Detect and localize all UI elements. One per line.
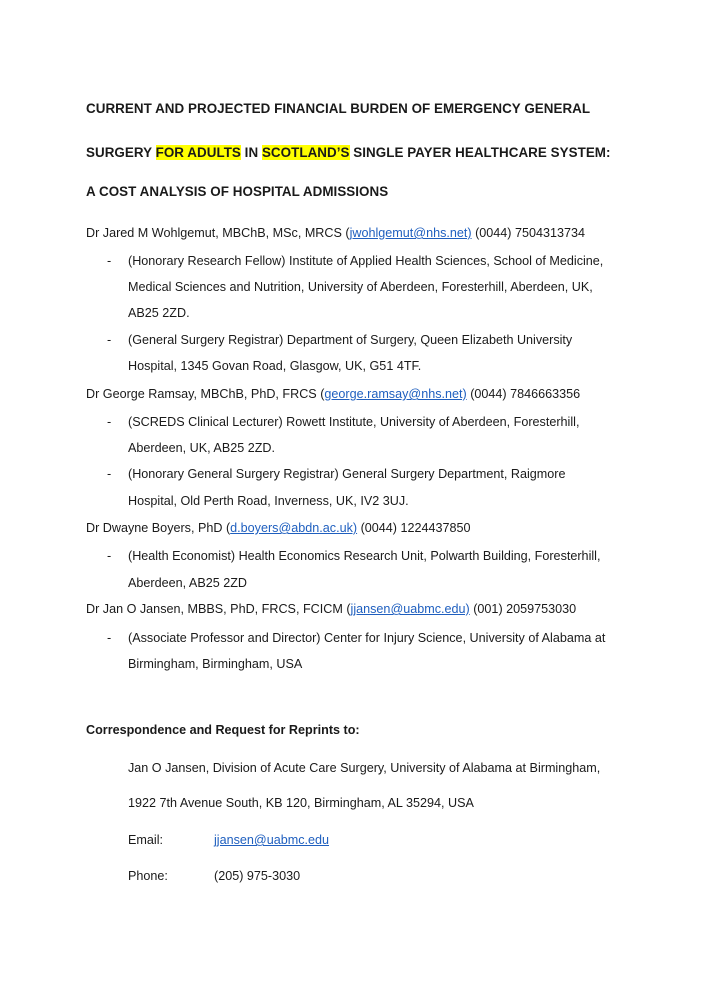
bullet-dash: - — [107, 549, 112, 563]
author-4 — [86, 602, 576, 616]
bullet-dash: - — [107, 467, 112, 481]
author-phone: (0044) 7504313734 — [471, 226, 586, 240]
highlighted-text: FOR ADULTS — [155, 145, 241, 160]
author-1 — [86, 226, 585, 240]
title-text: IN — [240, 145, 262, 160]
author-email-link[interactable]: d.boyers@abdn.ac.uk) — [230, 521, 358, 535]
author-phone: (0044) 7846663356 — [466, 387, 581, 401]
bullet-dash: - — [107, 254, 112, 268]
affiliation-line: AB25 2ZD. — [128, 306, 190, 320]
correspondence-heading: Correspondence and Request for Reprints to: — [86, 723, 360, 737]
title-text: SURGERY — [86, 145, 156, 160]
author-email-link[interactable]: jwohlgemut@nhs.net) — [349, 226, 472, 240]
affiliation-line: Birmingham, Birmingham, USA — [128, 657, 303, 671]
author-email-link[interactable]: jjansen@uabmc.edu) — [350, 602, 470, 616]
affiliation-line: Aberdeen, UK, AB25 2ZD. — [128, 441, 276, 455]
author-name: Dr Jan O Jansen, MBBS, PhD, FRCS, FCICM ( — [86, 602, 351, 616]
author-name: Dr George Ramsay, MBChB, PhD, FRCS ( — [86, 387, 325, 401]
correspondence-line: 1922 7th Avenue South, KB 120, Birmingham, AL 35294, USA — [128, 796, 474, 810]
highlighted-text: SCOTLAND’S — [261, 145, 350, 160]
affiliation-line: Aberdeen, AB25 2ZD — [128, 576, 248, 590]
title-line-1: CURRENT AND PROJECTED FINANCIAL BURDEN OF EMERGENCY GENERAL — [86, 101, 591, 116]
title-text: SINGLE PAYER HEALTHCARE SYSTEM: — [349, 145, 611, 160]
title-line-3: A COST ANALYSIS OF HOSPITAL ADMISSIONS — [86, 184, 389, 199]
author-name: Dr Dwayne Boyers, PhD ( — [86, 521, 231, 535]
affiliation-line: Hospital, 1345 Govan Road, Glasgow, UK, G51 4TF. — [128, 359, 422, 373]
affiliation-line: Medical Sciences and Nutrition, University of Aberdeen, Foresterhill, Aberdeen, UK, — [128, 280, 593, 294]
bullet-dash: - — [107, 631, 112, 645]
correspondence-email-link[interactable]: jjansen@uabmc.edu — [214, 833, 330, 847]
affiliation-line: (SCREDS Clinical Lecturer) Rowett Institute, University of Aberdeen, Foresterhill, — [128, 415, 580, 429]
affiliation-line: (Honorary General Surgery Registrar) General Surgery Department, Raigmore — [128, 467, 566, 481]
correspondence-line: Jan O Jansen, Division of Acute Care Surgery, University of Alabama at Birmingham, — [128, 761, 601, 775]
title-line-2 — [86, 145, 611, 160]
phone-label: Phone: — [128, 869, 168, 883]
correspondence-phone: (205) 975-3030 — [214, 869, 301, 883]
affiliation-line: Hospital, Old Perth Road, Inverness, UK, IV2 3UJ. — [128, 494, 409, 508]
author-2 — [86, 387, 580, 401]
bullet-dash: - — [107, 333, 112, 347]
author-phone: (0044) 1224437850 — [357, 521, 471, 535]
affiliation-line: (General Surgery Registrar) Department of Surgery, Queen Elizabeth University — [128, 333, 573, 347]
bullet-dash: - — [107, 415, 112, 429]
author-name: Dr Jared M Wohlgemut, MBChB, MSc, MRCS ( — [86, 226, 350, 240]
affiliation-line: (Honorary Research Fellow) Institute of Applied Health Sciences, School of Medicine, — [128, 254, 604, 268]
affiliation-line: (Associate Professor and Director) Center for Injury Science, University of Alabama at — [128, 631, 606, 645]
email-label: Email: — [128, 833, 163, 847]
author-email-link[interactable]: george.ramsay@nhs.net) — [324, 387, 467, 401]
author-phone: (001) 2059753030 — [469, 602, 577, 616]
author-3 — [86, 521, 471, 535]
affiliation-line: (Health Economist) Health Economics Research Unit, Polwarth Building, Foresterhill, — [128, 549, 601, 563]
